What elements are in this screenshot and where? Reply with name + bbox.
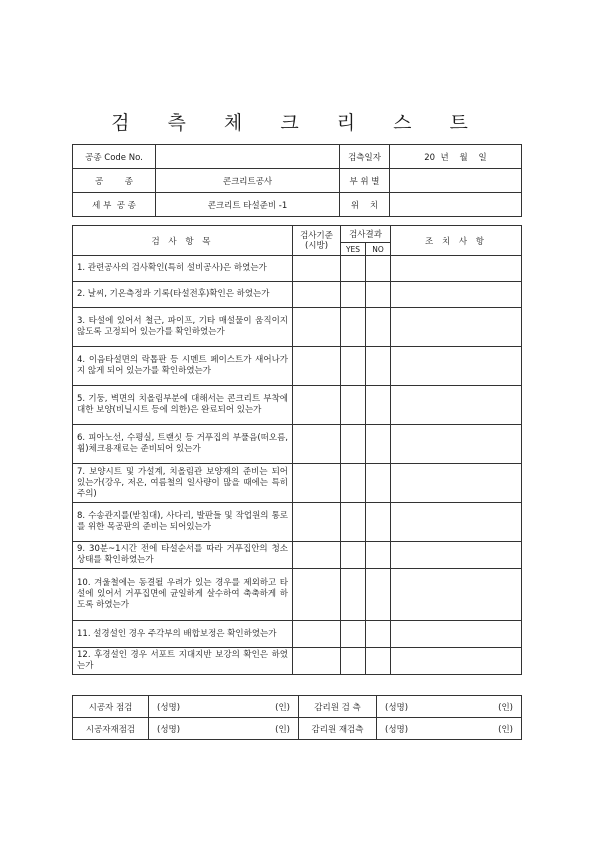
yes-cell[interactable] <box>341 282 366 308</box>
signature-table <box>72 695 522 740</box>
header-yes: YES <box>341 243 366 256</box>
checklist-item-10: 10. 겨울철에는 동결될 우려가 있는 경우를 제외하고 타설에 있어서 거푸집면에 균일하게 살수하여 축축하게 하도록 하였는가 <box>73 569 293 621</box>
no-cell[interactable] <box>366 621 391 648</box>
checklist-row <box>73 621 522 648</box>
yes-cell[interactable] <box>341 308 366 347</box>
standard-cell[interactable] <box>293 282 341 308</box>
action-cell[interactable] <box>391 425 522 464</box>
checklist-item-2: 2. 날씨, 기온측정과 기록(타설전후)확인은 하였는가 <box>73 282 293 308</box>
yes-cell[interactable] <box>341 569 366 621</box>
work-code-field[interactable] <box>156 145 340 169</box>
checklist-item-7: 7. 보양시트 및 가설계, 치올림관 보양재의 준비는 되어 있는가(강우, 저온, 여름철의 일사량이 많을 때에는 특히 주의) <box>73 464 293 503</box>
no-cell[interactable] <box>366 386 391 425</box>
checklist-item-8: 8. 수송관지를(받침대), 사다리, 발판들 및 작업원의 통로를 위한 목공판의 준비는 되어있는가 <box>73 503 293 542</box>
checklist-item-5: 5. 기둥, 벽면의 치올림부분에 대해서는 콘크리트 부착에 대한 보양(비닐시트 등에 의한)은 완료되어 있는가 <box>73 386 293 425</box>
no-cell[interactable] <box>366 256 391 282</box>
action-cell[interactable] <box>391 308 522 347</box>
checklist-table <box>72 225 522 675</box>
contractor-inspector-label: 시공자 점검 <box>73 696 149 718</box>
inspection-date-field[interactable]: 20 년 월 일 <box>390 145 522 169</box>
info-table <box>72 144 522 217</box>
checklist-item-4: 4. 이음타설면의 락톱판 등 시멘트 페이스트가 새어나가지 않게 되어 있는가를 확인하였는가 <box>73 347 293 386</box>
checklist-row <box>73 503 522 542</box>
contractor-inspector-signature[interactable] <box>149 696 299 718</box>
action-cell[interactable] <box>391 503 522 542</box>
yes-cell[interactable] <box>341 648 366 675</box>
header-result: 검사결과 <box>341 226 391 243</box>
checklist-row <box>73 256 522 282</box>
detail-work-label: 세 부 공 종 <box>73 193 156 217</box>
detail-work-field[interactable]: 콘크리트 타설준비 -1 <box>156 193 340 217</box>
location-field[interactable] <box>390 193 522 217</box>
checklist-item-3: 3. 타설에 있어서 철근, 파이프, 기타 매설물이 움직이지 않도록 고정되어 있는가를 확인하였는가 <box>73 308 293 347</box>
checklist-row <box>73 569 522 621</box>
no-cell[interactable] <box>366 282 391 308</box>
checklist-item-9: 9. 30분~1시간 전에 타설순서를 따라 거푸집안의 청소상태를 확인하였는가 <box>73 542 293 569</box>
inspection-date-label: 검측일자 <box>340 145 390 169</box>
standard-cell[interactable] <box>293 621 341 648</box>
checklist-row <box>73 648 522 675</box>
header-no: NO <box>366 243 391 256</box>
header-standard: 검사기준 (시방) <box>293 226 341 256</box>
header-action: 조 치 사 항 <box>391 226 522 256</box>
work-type-field[interactable]: 콘크리트공사 <box>156 169 340 193</box>
page-title: 검 측 체 크 리 스 트 <box>111 112 484 134</box>
checklist-row <box>73 464 522 503</box>
checklist-item-1: 1. 관련공사의 검사확인(특히 설비공사)은 하였는가 <box>73 256 293 282</box>
action-cell[interactable] <box>391 386 522 425</box>
standard-cell[interactable] <box>293 256 341 282</box>
standard-cell[interactable] <box>293 464 341 503</box>
supervisor-re-inspect-signature[interactable] <box>377 718 522 740</box>
name-placeholder: (성명) <box>157 724 181 735</box>
seal-mark: (인) <box>275 724 290 735</box>
contractor-re-inspector-signature[interactable] <box>149 718 299 740</box>
name-placeholder: (성명) <box>157 702 181 713</box>
yes-cell[interactable] <box>341 503 366 542</box>
no-cell[interactable] <box>366 347 391 386</box>
action-cell[interactable] <box>391 464 522 503</box>
work-type-label: 공 종 <box>73 169 156 193</box>
location-label: 위 치 <box>340 193 390 217</box>
action-cell[interactable] <box>391 256 522 282</box>
work-code-label: 공종 Code No. <box>73 145 156 169</box>
part-field[interactable] <box>390 169 522 193</box>
standard-cell[interactable] <box>293 347 341 386</box>
action-cell[interactable] <box>391 648 522 675</box>
no-cell[interactable] <box>366 425 391 464</box>
checklist-row <box>73 542 522 569</box>
supervisor-inspect-label: 감리원 검 측 <box>299 696 377 718</box>
name-placeholder: (성명) <box>385 724 409 735</box>
action-cell[interactable] <box>391 569 522 621</box>
yes-cell[interactable] <box>341 425 366 464</box>
no-cell[interactable] <box>366 503 391 542</box>
seal-mark: (인) <box>498 702 513 713</box>
checklist-item-11: 11. 설경설인 경우 주각부의 배합보정은 확인하였는가 <box>73 621 293 648</box>
checklist-row <box>73 308 522 347</box>
yes-cell[interactable] <box>341 386 366 425</box>
part-label: 부 위 별 <box>340 169 390 193</box>
no-cell[interactable] <box>366 308 391 347</box>
standard-cell[interactable] <box>293 569 341 621</box>
no-cell[interactable] <box>366 569 391 621</box>
checklist-row <box>73 347 522 386</box>
supervisor-inspect-signature[interactable] <box>377 696 522 718</box>
checklist-item-6: 6. 피아노선, 수평실, 트랜싯 등 거푸집의 부풀음(떠오름, 휨)체크용재료는 준비되어 있는가 <box>73 425 293 464</box>
standard-cell[interactable] <box>293 503 341 542</box>
standard-cell[interactable] <box>293 648 341 675</box>
standard-cell[interactable] <box>293 542 341 569</box>
yes-cell[interactable] <box>341 621 366 648</box>
contractor-re-inspector-label: 시공자재점검 <box>73 718 149 740</box>
yes-cell[interactable] <box>341 256 366 282</box>
action-cell[interactable] <box>391 542 522 569</box>
no-cell[interactable] <box>366 464 391 503</box>
seal-mark: (인) <box>275 702 290 713</box>
no-cell[interactable] <box>366 542 391 569</box>
supervisor-re-inspect-label: 감리원 재검측 <box>299 718 377 740</box>
action-cell[interactable] <box>391 621 522 648</box>
no-cell[interactable] <box>366 648 391 675</box>
yes-cell[interactable] <box>341 464 366 503</box>
seal-mark: (인) <box>498 724 513 735</box>
standard-cell[interactable] <box>293 425 341 464</box>
yes-cell[interactable] <box>341 347 366 386</box>
checklist-row <box>73 425 522 464</box>
yes-cell[interactable] <box>341 542 366 569</box>
action-cell[interactable] <box>391 282 522 308</box>
standard-cell[interactable] <box>293 386 341 425</box>
header-items: 검 사 항 목 <box>73 226 293 256</box>
standard-cell[interactable] <box>293 308 341 347</box>
checklist-item-12: 12. 후경설인 경우 서포트 지대지반 보강의 확인은 하였는가 <box>73 648 293 675</box>
checklist-row <box>73 386 522 425</box>
name-placeholder: (성명) <box>385 702 409 713</box>
checklist-row <box>73 282 522 308</box>
action-cell[interactable] <box>391 347 522 386</box>
